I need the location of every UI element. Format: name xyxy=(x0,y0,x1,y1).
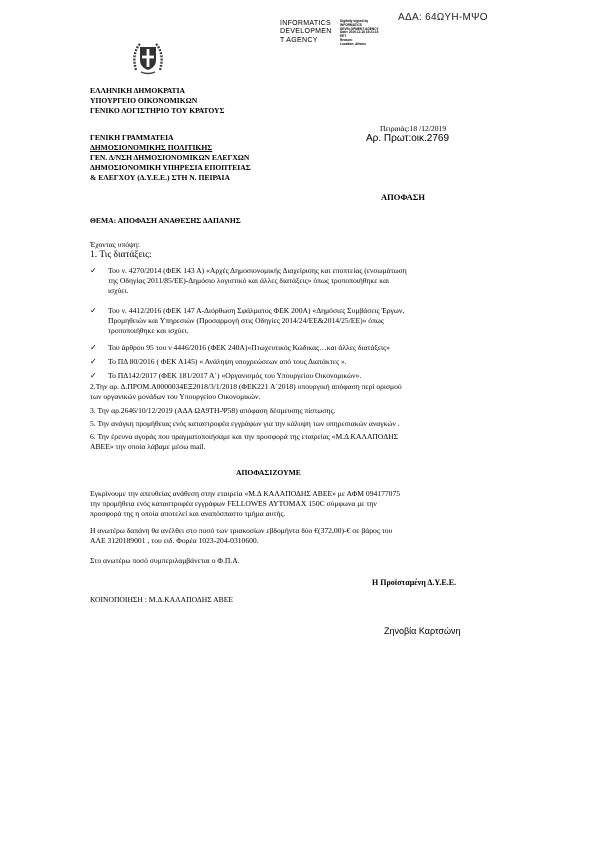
directorate-line: ΓΕΝ. Δ/ΝΣΗ ΔΗΜΟΣΙΟΝΟΜΙΚΩΝ ΕΛΕΓΧΩΝ xyxy=(90,153,250,162)
signature-detail: Location: Athens xyxy=(340,41,366,46)
signature-label-line2: DEVELOPMEN xyxy=(280,28,332,36)
list-item xyxy=(108,357,513,367)
numbered-item xyxy=(90,432,520,452)
list-item-line: Προμηθειών και Υπηρεσιών (Προσαρμογή στις Οδηγίες 2014/24/ΕΕ&2014/25/ΕΕ)» όπως xyxy=(108,316,384,325)
list-item-line: τροποποιήθηκε και ισχύει. xyxy=(108,326,189,335)
directorate-line: ΔΗΜΟΣΙΟΝΟΜΙΚΗΣ ΠΟΛΙΤΙΚΗΣ xyxy=(90,143,213,152)
numbered-item-line: ΑΒΕΕ» την οποία λάβαμε μέσω mail. xyxy=(90,442,206,451)
directorate-line: ΔΗΜΟΣΙΟΝΟΜΙΚΗ ΥΠΗΡΕΣΙΑ ΕΠΟΠΤΕΙΑΣ xyxy=(90,163,251,172)
list-item-line: Το ΠΔ142/2017 (ΦΕΚ 181/2017 Α΄) «Οργανισμός του Υπουργείου Οικονομικών». xyxy=(108,371,362,380)
notification-line: ΚΟΙΝΟΠΟΙΗΣΗ : Μ.Δ.ΚΑΛΑΠΟΔΗΣ ΑΒΕΕ xyxy=(90,595,233,604)
header-gao: ΓΕΝΙΚΟ ΛΟΓΙΣΤΗΡΙΟ ΤΟΥ ΚΡΑΤΟΥΣ xyxy=(90,106,225,115)
provisions-heading: 1. Τις διατάξεις: xyxy=(90,250,152,260)
place-date: Πειραιάς:18 /12/2019 xyxy=(380,124,447,133)
list-item-line: Του ν. 4270/2014 (ΦΕΚ 143 Α) «Αρχές Δημοσιονομικής Διαχείρισης και εποπτείας (ενσωμάτωση xyxy=(108,266,407,275)
list-item-line: της Οδηγίας 2011/85/ΕΕ)-Δημόσιο λογιστικό και άλλες διατάξεις» όπως τροποποιήθηκε και xyxy=(108,276,390,285)
ada-code: ΑΔΑ: 64ΩΥΗ-ΜΨΟ xyxy=(398,12,488,23)
vat-note: Στο ανωτέρω ποσό συμπεριλαμβάνεται ο Φ.Π.Α. xyxy=(90,556,240,565)
signature-detail: DEVELOPMENT AGENCY xyxy=(340,26,379,31)
numbered-item xyxy=(90,406,520,416)
signature-detail: Digitally signed by xyxy=(340,19,369,23)
signature-details xyxy=(340,20,379,47)
expense-paragraph xyxy=(90,526,520,546)
signature-detail: EET xyxy=(340,34,347,39)
we-decide-heading: ΑΠΟΦΑΣΙΖΟΥΜΕ xyxy=(236,468,301,477)
signature-label-line1: INFORMATICS xyxy=(280,20,332,27)
coat-of-arms-icon xyxy=(131,40,165,76)
signatory-title: Η Προϊσταμένη Δ.Υ.Ε.Ε. xyxy=(372,578,457,587)
numbered-item-line: 5. Την ανάγκη προμήθειας ενός καταστροφέα εγγράφων για την κάλυψη των υπηρεσιακών αναγκών . xyxy=(90,419,400,428)
list-item-line: ισχύει. xyxy=(108,286,129,295)
numbered-item xyxy=(90,382,520,402)
list-item xyxy=(108,266,513,296)
numbered-item xyxy=(90,419,520,429)
protocol-number: Αρ. Πρωτ:οικ.2769 xyxy=(366,133,450,144)
paragraph-line: την προμήθεια ενός καταστροφέα εγγράφων FELLOWES AYTOMAX 150C σύμφωνα με την xyxy=(90,499,377,508)
check-icon: ✓ xyxy=(90,371,97,380)
list-item-line: Το ΠΔ 80/2016 ( ΦΕΚ Α145) « Ανάληψη υποχρεώσεων από τους Διατάκτες ». xyxy=(108,357,347,366)
directorate-line: ΓΕΝΙΚΗ ΓΡΑΜΜΑΤΕΙΑ xyxy=(90,133,174,142)
header-ministry: ΥΠΟΥΡΓΕΙΟ ΟΙΚΟΝΟΜΙΚΩΝ xyxy=(90,96,198,105)
subject-line: ΘΕΜΑ: ΑΠΟΦΑΣΗ ΑΝΑΘΕΣΗΣ ΔΑΠΑΝΗΣ xyxy=(90,216,241,225)
header-republic: ΕΛΛΗΝΙΚΗ ΔΗΜΟΚΡΑΤΙΑ xyxy=(90,86,186,95)
paragraph-line: Η ανωτέρω δαπάνη θα ανέλθει στο ποσό των τριακοσίων εβδομήντα δύο €(372,00)-€ σε βάρος του xyxy=(90,526,393,535)
paragraph-line: Εγκρίνουμε την απευθείας ανάθεση στην εταιρεία «Μ.Δ ΚΑΛΑΠΟΔΗΣ ΑΒΕΕ» με ΑΦΜ 094177075 xyxy=(90,489,401,498)
numbered-item-line: 6. Την έρευνα αγοράς που πραγματοποιήσαμε και την προσφορά της εταιρείας «Μ.Δ ΚΑΛΑΠΟΔΗΣ xyxy=(90,432,399,441)
signatory-name: Ζηνοβία Καρτσώνη xyxy=(384,626,461,636)
decision-title: ΑΠΟΦΑΣΗ xyxy=(381,192,425,202)
list-item xyxy=(108,306,513,336)
check-icon: ✓ xyxy=(90,306,97,315)
list-item-line: Του ν. 4412/2016 (ΦΕΚ 147 Α-Διόρθωση Σφάλματος ΦΕΚ 200Α) «Δημόσιες Συμβάσεις Έργων, xyxy=(108,306,405,315)
numbered-item-line: 3. Την αρ.2646/10/12/2019 (ΑΔΑ ΩΑ9ΤΗ-Ψ58) απόφαση δέσμευσης πίστωσης. xyxy=(90,406,336,415)
numbered-item-line: των οργανικών μονάδων του Υπουργείου Οικονομικών. xyxy=(90,392,261,401)
digital-signature-block xyxy=(280,20,380,45)
check-icon: ✓ xyxy=(90,343,97,352)
signature-label-line3: T AGENCY xyxy=(280,36,318,44)
signature-detail: INFORMATICS xyxy=(340,22,362,27)
list-item-line: Του άρθρου 95 του ν 4446/2016 (ΦΕΚ 240Α)«Πτωχευτικός Κώδικας…και άλλες διατάξεις» xyxy=(108,343,390,352)
list-item xyxy=(108,343,513,353)
signature-detail: Reason: xyxy=(340,37,353,42)
paragraph-line: προσφορά της η οποία αποτελεί και αναπόσπαστο τμήμα αυτής. xyxy=(90,509,286,518)
list-item xyxy=(108,371,513,381)
check-icon: ✓ xyxy=(90,266,97,275)
numbered-item-line: 2.Την αρ. Δ.ΠΡΟΜ.Α0000034ΕΞ2018/3/1/2018 (ΦΕΚ221 Α΄2018) υπουργική απόφαση περί ορισμού xyxy=(90,382,402,391)
signature-detail: Date: 2019.12.18 15:21:15 xyxy=(340,30,379,35)
directorate-line: & ΕΛΕΓΧΟΥ (Δ.Υ.Ε.Ε.) ΣΤΗ Ν. ΠΕΙΡΑΙΑ xyxy=(90,173,230,182)
paragraph-line: ΑΛΕ 3120189001 , του ειδ. Φορέα 1023-204-0310600. xyxy=(90,536,259,545)
having-regard: Έχοντας υπόψη: xyxy=(90,240,140,249)
approval-paragraph xyxy=(90,489,520,519)
check-icon: ✓ xyxy=(90,357,97,366)
